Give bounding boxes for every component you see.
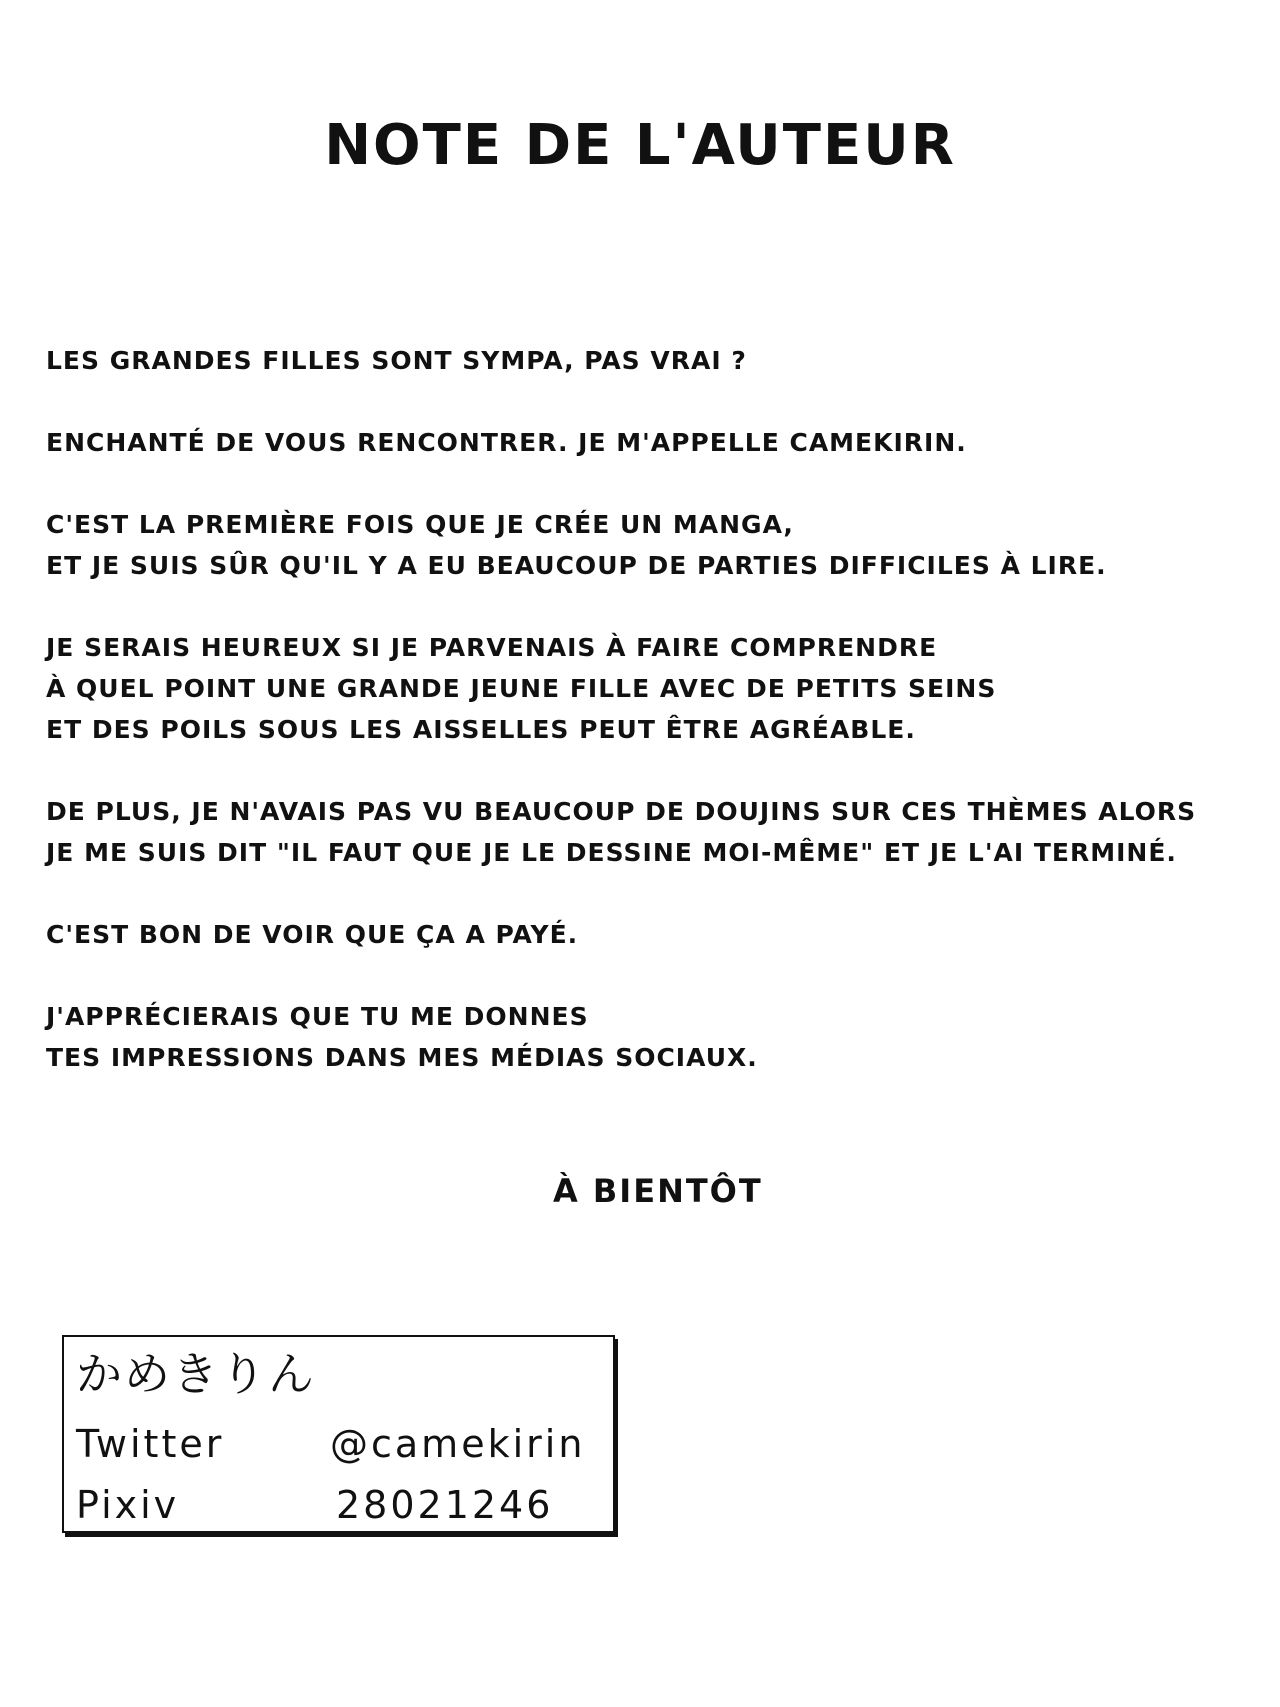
text-line: TES IMPRESSIONS DANS MES MÉDIAS SOCIAUX. <box>46 1043 758 1072</box>
pixiv-label: Pixiv <box>76 1483 180 1527</box>
paragraph <box>46 791 1256 873</box>
author-credits-box <box>62 1335 615 1533</box>
paragraph <box>46 422 1256 463</box>
text-line: ENCHANTÉ DE VOUS RENCONTRER. JE M'APPELLE CAMEKIRIN. <box>46 428 967 457</box>
paragraph <box>46 996 1256 1078</box>
author-note-body <box>46 340 1256 1119</box>
text-line: À QUEL POINT UNE GRANDE JEUNE FILLE AVEC DE PETITS SEINS <box>46 674 997 703</box>
text-line: JE ME SUIS DIT "IL FAUT QUE JE LE DESSINE MOI-MÊME" ET JE L'AI TERMINÉ. <box>46 838 1177 867</box>
text-line: C'EST BON DE VOIR QUE ÇA A PAYÉ. <box>46 920 579 949</box>
twitter-handle: @camekirin <box>330 1422 586 1466</box>
text-line: DE PLUS, JE N'AVAIS PAS VU BEAUCOUP DE DOUJINS SUR CES THÈMES ALORS <box>46 797 1197 826</box>
text-line: C'EST LA PREMIÈRE FOIS QUE JE CRÉE UN MANGA, <box>46 510 794 539</box>
text-line: LES GRANDES FILLES SONT SYMPA, PAS VRAI ? <box>46 346 747 375</box>
paragraph <box>46 504 1256 586</box>
text-line: ET DES POILS SOUS LES AISSELLES PEUT ÊTRE AGRÉABLE. <box>46 715 916 744</box>
closing-signoff: À BIENTÔT <box>553 1172 763 1210</box>
paragraph <box>46 340 1256 381</box>
text-line: JE SERAIS HEUREUX SI JE PARVENAIS À FAIRE COMPRENDRE <box>46 633 938 662</box>
paragraph <box>46 627 1256 750</box>
text-line: J'APPRÉCIERAIS QUE TU ME DONNES <box>46 1002 589 1031</box>
page-title: NOTE DE L'AUTEUR <box>324 113 956 178</box>
author-name: かめきりん <box>76 1347 316 1401</box>
text-line: ET JE SUIS SÛR QU'IL Y A EU BEAUCOUP DE PARTIES DIFFICILES À LIRE. <box>46 551 1107 580</box>
twitter-label: Twitter <box>76 1422 225 1466</box>
paragraph <box>46 914 1256 955</box>
pixiv-id: 28021246 <box>336 1483 554 1527</box>
